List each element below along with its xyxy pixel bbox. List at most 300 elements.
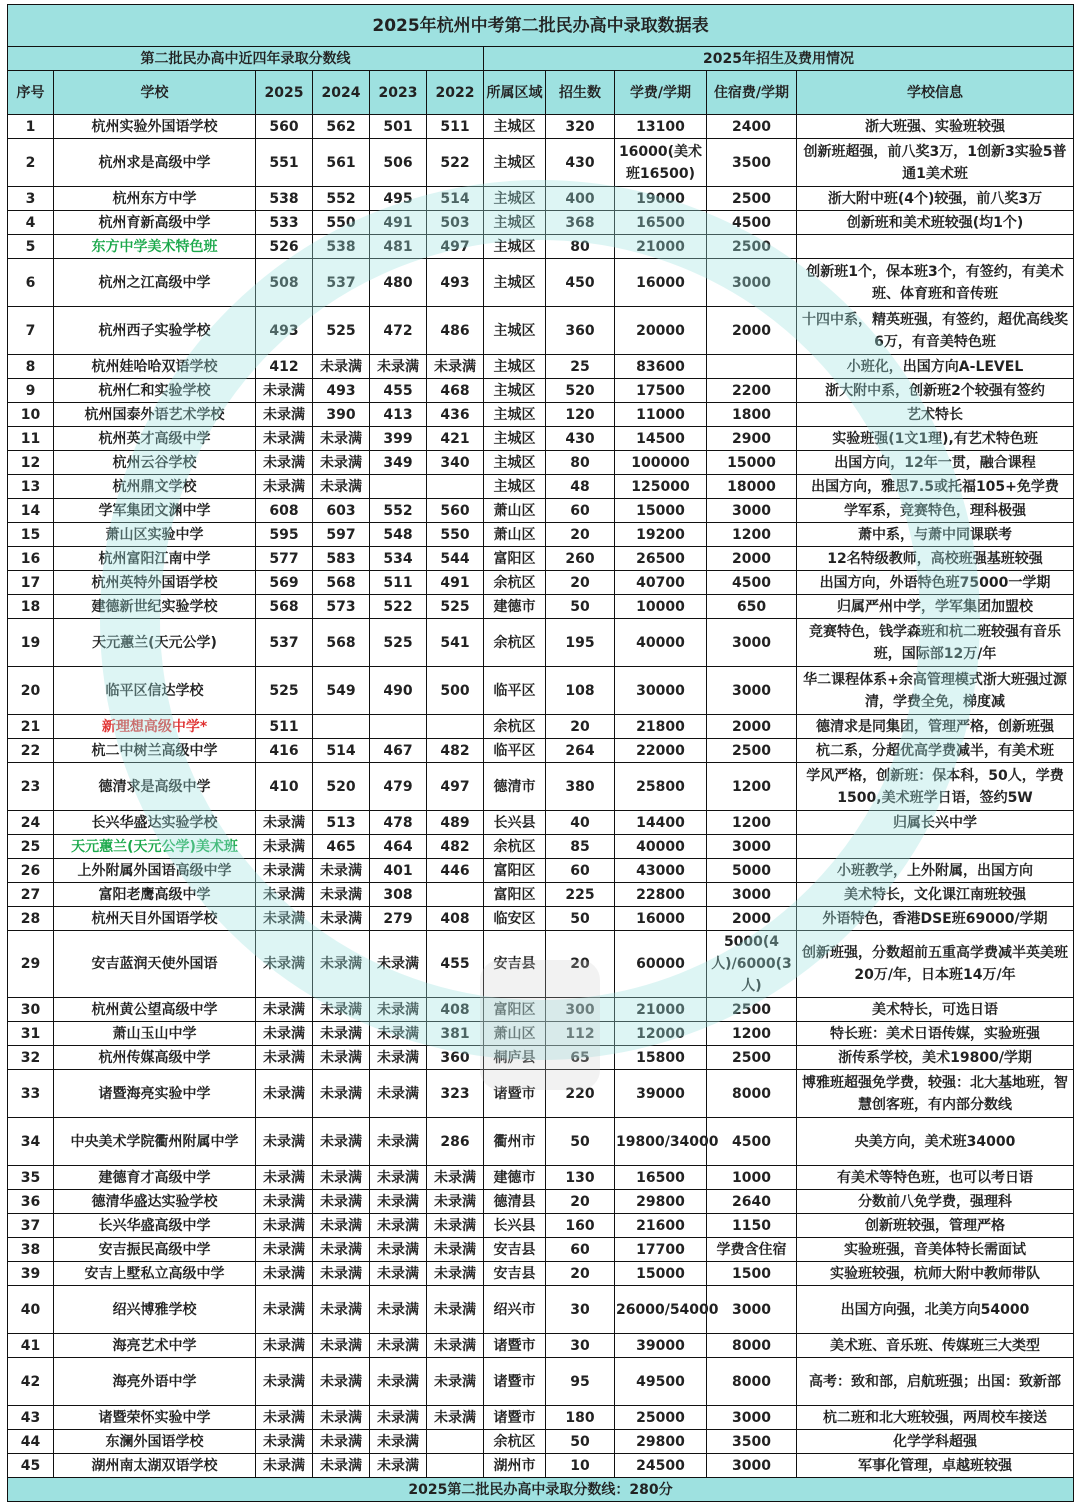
row-index: 23 [8, 763, 54, 811]
score-2022: 482 [427, 835, 484, 859]
score-2023: 未录满 [370, 931, 427, 998]
school-name: 杭州天目外国语学校 [54, 907, 256, 931]
school-name: 中央美术学院衢州附属中学 [54, 1118, 256, 1166]
enrollment: 20 [546, 931, 615, 998]
score-2024: 568 [313, 571, 370, 595]
district: 主城区 [484, 451, 546, 475]
tuition: 26000/54000 [615, 1286, 707, 1334]
score-2023: 506 [370, 139, 427, 187]
fees-section-header: 2025年招生及费用情况 [484, 47, 1074, 71]
enrollment: 320 [546, 115, 615, 139]
school-name: 东方中学美术特色班 [54, 235, 256, 259]
boarding-fee: 2000 [707, 307, 797, 355]
enrollment: 264 [546, 739, 615, 763]
score-2024: 未录满 [313, 1070, 370, 1118]
score-2022: 未录满 [427, 1214, 484, 1238]
school-info: 浙大附中班(4个)较强，前八奖3万 [797, 187, 1074, 211]
enrollment: 120 [546, 403, 615, 427]
score-2025: 未录满 [256, 835, 313, 859]
enrollment: 430 [546, 427, 615, 451]
tuition: 20000 [615, 307, 707, 355]
school-name: 湖州南太湖双语学校 [54, 1454, 256, 1478]
row-index: 11 [8, 427, 54, 451]
boarding-fee: 4500 [707, 1118, 797, 1166]
boarding-fee: 8000 [707, 1334, 797, 1358]
score-2023: 未录满 [370, 998, 427, 1022]
school-name: 天元蕙兰(天元公学)美术班 [54, 835, 256, 859]
score-2023: 未录满 [370, 1046, 427, 1070]
score-2025: 未录满 [256, 907, 313, 931]
score-2023: 未录满 [370, 1022, 427, 1046]
score-2022: 286 [427, 1118, 484, 1166]
table-row [8, 115, 1074, 139]
table-row [8, 1334, 1074, 1358]
score-2022: 未录满 [427, 1286, 484, 1334]
score-2022: 503 [427, 211, 484, 235]
enrollment: 260 [546, 547, 615, 571]
tuition: 24500 [615, 1454, 707, 1478]
district: 德清市 [484, 763, 546, 811]
school-name: 新理想高级中学* [54, 715, 256, 739]
score-2025: 未录满 [256, 1118, 313, 1166]
tuition: 21600 [615, 1214, 707, 1238]
school-info: 美术班、音乐班、传媒班三大类型 [797, 1334, 1074, 1358]
score-2025: 未录满 [256, 1286, 313, 1334]
table-row [8, 1406, 1074, 1430]
table-row [8, 307, 1074, 355]
school-name: 杭州西子实验学校 [54, 307, 256, 355]
district: 主城区 [484, 403, 546, 427]
boarding-fee: 3000 [707, 619, 797, 667]
district: 萧山区 [484, 523, 546, 547]
row-index: 39 [8, 1262, 54, 1286]
school-name: 绍兴博雅学校 [54, 1286, 256, 1334]
score-2022: 446 [427, 859, 484, 883]
score-2023: 349 [370, 451, 427, 475]
enrollment: 80 [546, 451, 615, 475]
score-2025: 未录满 [256, 1262, 313, 1286]
score-2025: 537 [256, 619, 313, 667]
tuition: 125000 [615, 475, 707, 499]
score-2022: 未录满 [427, 1406, 484, 1430]
tuition: 16000 [615, 907, 707, 931]
tuition: 21800 [615, 715, 707, 739]
score-2022: 323 [427, 1070, 484, 1118]
score-2025: 493 [256, 307, 313, 355]
enrollment: 400 [546, 187, 615, 211]
score-2023: 491 [370, 211, 427, 235]
table-row [8, 595, 1074, 619]
score-2022 [427, 1454, 484, 1478]
enrollment: 50 [546, 1430, 615, 1454]
school-info: 创新班1个，保本班3个，有签约，有美术班、体育班和音传班 [797, 259, 1074, 307]
score-2025: 未录满 [256, 1406, 313, 1430]
school-info: 学军系，竞赛特色，理科极强 [797, 499, 1074, 523]
district: 主城区 [484, 211, 546, 235]
score-2022: 541 [427, 619, 484, 667]
score-2024: 未录满 [313, 1454, 370, 1478]
row-index: 35 [8, 1166, 54, 1190]
school-name: 安吉蓝润天使外国语 [54, 931, 256, 998]
school-info: 实验班强(1文1理),有艺术特色班 [797, 427, 1074, 451]
school-name: 建德新世纪实验学校 [54, 595, 256, 619]
row-index: 19 [8, 619, 54, 667]
district: 临平区 [484, 667, 546, 715]
school-info [797, 235, 1074, 259]
enrollment: 180 [546, 1406, 615, 1430]
boarding-fee: 3500 [707, 139, 797, 187]
enrollment: 60 [546, 859, 615, 883]
score-2022 [427, 475, 484, 499]
school-info: 浙传系学校，美术19800/学期 [797, 1046, 1074, 1070]
school-name: 杭州传媒高级中学 [54, 1046, 256, 1070]
column-header: 2025 [256, 71, 313, 115]
score-2024: 537 [313, 259, 370, 307]
school-info: 小班化，出国方向A-LEVEL [797, 355, 1074, 379]
score-2022 [427, 1430, 484, 1454]
table-row [8, 187, 1074, 211]
boarding-fee: 3000 [707, 259, 797, 307]
table-row [8, 571, 1074, 595]
score-2023: 480 [370, 259, 427, 307]
score-2025: 未录满 [256, 1190, 313, 1214]
score-2022: 未录满 [427, 1262, 484, 1286]
score-2024: 568 [313, 619, 370, 667]
score-2024: 513 [313, 811, 370, 835]
district: 余杭区 [484, 835, 546, 859]
enrollment: 30 [546, 1286, 615, 1334]
score-2024: 390 [313, 403, 370, 427]
table-row [8, 1262, 1074, 1286]
score-2023: 未录满 [370, 1070, 427, 1118]
district: 主城区 [484, 187, 546, 211]
score-2022: 408 [427, 907, 484, 931]
table-row [8, 739, 1074, 763]
table-row [8, 235, 1074, 259]
tuition: 16500 [615, 1166, 707, 1190]
score-2024: 583 [313, 547, 370, 571]
row-index: 8 [8, 355, 54, 379]
score-2024: 未录满 [313, 1118, 370, 1166]
tuition: 16500 [615, 211, 707, 235]
score-2023: 未录满 [370, 1334, 427, 1358]
boarding-fee: 3000 [707, 883, 797, 907]
school-info: 创新班和美术班较强(均1个) [797, 211, 1074, 235]
score-2022 [427, 883, 484, 907]
district: 湖州市 [484, 1454, 546, 1478]
school-name: 杭州国泰外语艺术学校 [54, 403, 256, 427]
score-2023: 455 [370, 379, 427, 403]
row-index: 16 [8, 547, 54, 571]
score-2024: 520 [313, 763, 370, 811]
school-info: 军事化管理，卓越班较强 [797, 1454, 1074, 1478]
district: 富阳区 [484, 998, 546, 1022]
tuition: 39000 [615, 1334, 707, 1358]
table-row [8, 998, 1074, 1022]
row-index: 1 [8, 115, 54, 139]
tuition: 11000 [615, 403, 707, 427]
school-info: 高考：致和部，启航班强；出国：致新部 [797, 1358, 1074, 1406]
tuition: 14400 [615, 811, 707, 835]
school-name: 诸暨荣怀实验中学 [54, 1406, 256, 1430]
row-index: 3 [8, 187, 54, 211]
score-2022: 408 [427, 998, 484, 1022]
row-index: 37 [8, 1214, 54, 1238]
score-2025: 未录满 [256, 1454, 313, 1478]
school-info: 浙大班强、实验班较强 [797, 115, 1074, 139]
score-2022: 550 [427, 523, 484, 547]
row-index: 15 [8, 523, 54, 547]
row-index: 40 [8, 1286, 54, 1334]
school-info: 外语特色，香港DSE班69000/学期 [797, 907, 1074, 931]
boarding-fee: 3000 [707, 667, 797, 715]
boarding-fee: 4500 [707, 211, 797, 235]
score-2025: 560 [256, 115, 313, 139]
score-2025: 538 [256, 187, 313, 211]
boarding-fee: 3500 [707, 1430, 797, 1454]
table-row [8, 1070, 1074, 1118]
tuition: 60000 [615, 931, 707, 998]
boarding-fee: 2200 [707, 379, 797, 403]
district: 主城区 [484, 475, 546, 499]
boarding-fee: 2900 [707, 427, 797, 451]
row-index: 33 [8, 1070, 54, 1118]
enrollment: 108 [546, 667, 615, 715]
score-2024: 514 [313, 739, 370, 763]
table-row [8, 907, 1074, 931]
score-2023: 495 [370, 187, 427, 211]
score-2025: 未录满 [256, 427, 313, 451]
tuition: 29800 [615, 1430, 707, 1454]
tuition: 15800 [615, 1046, 707, 1070]
table-row [8, 547, 1074, 571]
school-info: 12名特级教师，高校班强基班较强 [797, 547, 1074, 571]
school-info: 有美术等特色班，也可以考日语 [797, 1166, 1074, 1190]
district: 余杭区 [484, 715, 546, 739]
row-index: 21 [8, 715, 54, 739]
score-2023: 522 [370, 595, 427, 619]
row-index: 6 [8, 259, 54, 307]
school-name: 海亮艺术中学 [54, 1334, 256, 1358]
score-2022: 455 [427, 931, 484, 998]
tuition: 14500 [615, 427, 707, 451]
column-header: 学校信息 [797, 71, 1074, 115]
enrollment: 130 [546, 1166, 615, 1190]
school-info: 创新班较强，管理严格 [797, 1214, 1074, 1238]
boarding-fee: 1500 [707, 1262, 797, 1286]
boarding-fee: 2500 [707, 998, 797, 1022]
score-2022: 525 [427, 595, 484, 619]
school-info: 德清求是同集团，管理严格，创新班强 [797, 715, 1074, 739]
row-index: 25 [8, 835, 54, 859]
table-row [8, 379, 1074, 403]
boarding-fee: 2000 [707, 907, 797, 931]
score-2024: 465 [313, 835, 370, 859]
district: 萧山区 [484, 499, 546, 523]
row-index: 24 [8, 811, 54, 835]
score-2024: 561 [313, 139, 370, 187]
score-2025: 577 [256, 547, 313, 571]
school-info: 创新班强，分数超前五重高学费减半英美班20万/年，日本班14万/年 [797, 931, 1074, 998]
school-info: 美术特长，可选日语 [797, 998, 1074, 1022]
score-2025: 508 [256, 259, 313, 307]
score-2023 [370, 475, 427, 499]
score-2024: 未录满 [313, 1238, 370, 1262]
tuition: 16000(美术班16500) [615, 139, 707, 187]
enrollment: 160 [546, 1214, 615, 1238]
district: 余杭区 [484, 571, 546, 595]
row-index: 38 [8, 1238, 54, 1262]
score-2025: 未录满 [256, 475, 313, 499]
score-2025: 568 [256, 595, 313, 619]
score-2023: 未录满 [370, 1286, 427, 1334]
score-2023: 未录满 [370, 1406, 427, 1430]
table-row [8, 1046, 1074, 1070]
score-2023: 478 [370, 811, 427, 835]
school-name: 萧山玉山中学 [54, 1022, 256, 1046]
table-row [8, 1286, 1074, 1334]
table-row [8, 1214, 1074, 1238]
school-name: 富阳老鹰高级中学 [54, 883, 256, 907]
school-name: 杭州鼎文学校 [54, 475, 256, 499]
score-2022: 544 [427, 547, 484, 571]
score-2022: 468 [427, 379, 484, 403]
score-2024: 未录满 [313, 859, 370, 883]
school-info: 实验班强，音美体特长需面试 [797, 1238, 1074, 1262]
column-header: 所属区域 [484, 71, 546, 115]
boarding-fee: 3000 [707, 1454, 797, 1478]
row-index: 7 [8, 307, 54, 355]
table-row [8, 1454, 1074, 1478]
row-index: 45 [8, 1454, 54, 1478]
tuition: 19800/34000 [615, 1118, 707, 1166]
tuition: 40000 [615, 835, 707, 859]
row-index: 14 [8, 499, 54, 523]
boarding-fee: 学费含住宿 [707, 1238, 797, 1262]
enrollment: 20 [546, 715, 615, 739]
score-2022: 500 [427, 667, 484, 715]
score-2024: 573 [313, 595, 370, 619]
boarding-fee: 1200 [707, 523, 797, 547]
enrollment: 220 [546, 1070, 615, 1118]
score-2023: 534 [370, 547, 427, 571]
score-2024: 562 [313, 115, 370, 139]
score-2024: 未录满 [313, 883, 370, 907]
scores-section-header: 第二批民办高中近四年录取分数线 [8, 47, 484, 71]
row-index: 30 [8, 998, 54, 1022]
enrollment: 20 [546, 1262, 615, 1286]
row-index: 42 [8, 1358, 54, 1406]
score-2022: 未录满 [427, 1238, 484, 1262]
district: 主城区 [484, 115, 546, 139]
score-2024: 538 [313, 235, 370, 259]
tuition: 13100 [615, 115, 707, 139]
school-name: 杭州英才高级中学 [54, 427, 256, 451]
score-2023: 490 [370, 667, 427, 715]
enrollment: 95 [546, 1358, 615, 1406]
row-index: 43 [8, 1406, 54, 1430]
table-title: 2025年杭州中考第二批民办高中录取数据表 [8, 5, 1074, 47]
district: 长兴县 [484, 1214, 546, 1238]
tuition: 21000 [615, 235, 707, 259]
table-row [8, 499, 1074, 523]
tuition: 25000 [615, 1406, 707, 1430]
score-2025: 525 [256, 667, 313, 715]
score-2022: 未录满 [427, 1334, 484, 1358]
enrollment: 20 [546, 523, 615, 547]
enrollment: 40 [546, 811, 615, 835]
score-2025: 未录满 [256, 451, 313, 475]
table-row [8, 883, 1074, 907]
boarding-fee: 3000 [707, 499, 797, 523]
school-info: 出国方向强，北美方向54000 [797, 1286, 1074, 1334]
score-2023: 未录满 [370, 1238, 427, 1262]
score-2022: 497 [427, 763, 484, 811]
column-header: 住宿费/学期 [707, 71, 797, 115]
score-2022: 340 [427, 451, 484, 475]
table-row [8, 403, 1074, 427]
row-index: 13 [8, 475, 54, 499]
score-2024: 525 [313, 307, 370, 355]
score-2025: 416 [256, 739, 313, 763]
score-2023: 413 [370, 403, 427, 427]
score-2022: 493 [427, 259, 484, 307]
score-2022: 514 [427, 187, 484, 211]
district: 建德市 [484, 595, 546, 619]
table-row [8, 811, 1074, 835]
school-info: 竞赛特色，钱学森班和杭二班较强有音乐班，国际部12万/年 [797, 619, 1074, 667]
school-name: 上外附属外国语高级中学 [54, 859, 256, 883]
tuition: 40000 [615, 619, 707, 667]
district: 诸暨市 [484, 1358, 546, 1406]
district: 长兴县 [484, 811, 546, 835]
score-2025: 未录满 [256, 379, 313, 403]
district: 诸暨市 [484, 1334, 546, 1358]
score-2024: 未录满 [313, 427, 370, 451]
score-2025: 未录满 [256, 1334, 313, 1358]
score-2025: 569 [256, 571, 313, 595]
school-name: 长兴华盛高级中学 [54, 1214, 256, 1238]
score-2024 [313, 715, 370, 739]
district: 临平区 [484, 739, 546, 763]
row-index: 20 [8, 667, 54, 715]
column-header: 学费/学期 [615, 71, 707, 115]
score-2023: 未录满 [370, 1166, 427, 1190]
boarding-fee: 2000 [707, 547, 797, 571]
district: 桐庐县 [484, 1046, 546, 1070]
school-info: 美术特长，文化课江南班较强 [797, 883, 1074, 907]
school-name: 海亮外语中学 [54, 1358, 256, 1406]
tuition: 10000 [615, 595, 707, 619]
score-2023 [370, 715, 427, 739]
score-2025: 551 [256, 139, 313, 187]
enrollment: 225 [546, 883, 615, 907]
table-row [8, 619, 1074, 667]
row-index: 31 [8, 1022, 54, 1046]
table-row [8, 139, 1074, 187]
column-header: 招生数 [546, 71, 615, 115]
row-index: 28 [8, 907, 54, 931]
enrollment: 60 [546, 1238, 615, 1262]
enrollment: 20 [546, 1190, 615, 1214]
district: 余杭区 [484, 1430, 546, 1454]
table-row [8, 1022, 1074, 1046]
row-index: 44 [8, 1430, 54, 1454]
school-info: 杭二系，分超优高学费减半，有美术班 [797, 739, 1074, 763]
score-2022: 381 [427, 1022, 484, 1046]
tuition: 17700 [615, 1238, 707, 1262]
enrollment: 30 [546, 1334, 615, 1358]
